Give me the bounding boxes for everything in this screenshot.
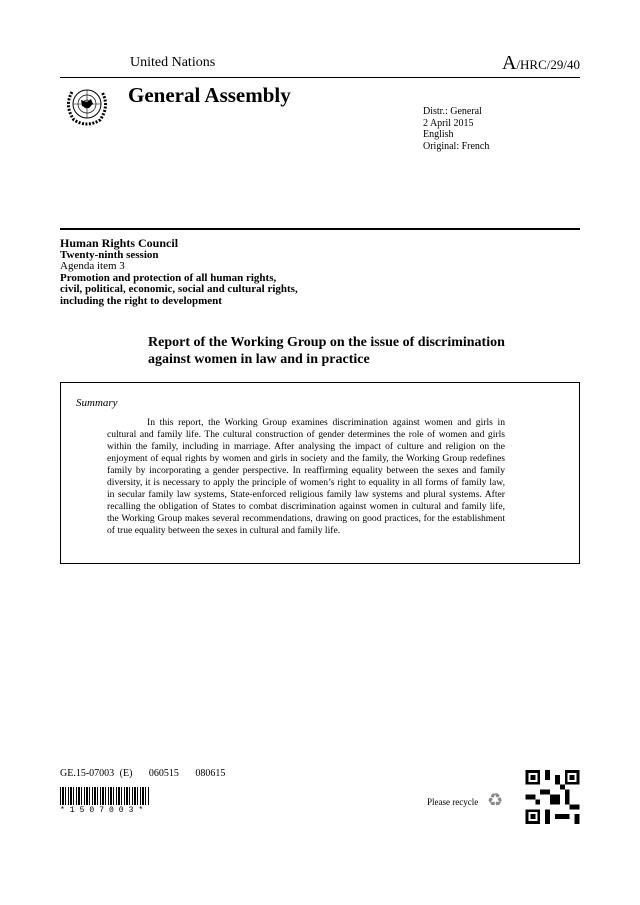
recycle-text: Please recycle [427, 797, 479, 807]
session: Twenty-ninth session [60, 248, 159, 261]
agenda-title-line: including the right to development [60, 294, 222, 307]
un-emblem-icon [62, 82, 112, 128]
original-language: Original: French [423, 140, 490, 152]
recycle-icon: ♻ [487, 790, 504, 810]
agenda-item: Agenda item 3 [60, 260, 125, 272]
report-title [148, 334, 548, 368]
barcode-number: *1507003* [60, 806, 149, 815]
header-rule [60, 77, 580, 78]
summary-label: Summary [76, 397, 118, 409]
document-date: 2 April 2015 [423, 117, 474, 129]
summary-box [60, 382, 580, 564]
document-language: English [423, 129, 454, 140]
document-symbol [502, 52, 580, 75]
thick-rule [60, 228, 580, 230]
agenda-title-line: Promotion and protection of all human rights, [60, 271, 277, 284]
summary-text: In this report, the Working Group examines discrimination against women and girls in cultural and family life. The cultural construction of gender determines the role of women and girls within the family, including in marriage. After analysing the impact of culture and religion on the enjoyment of equal rights by women and girls in society and the family, the Working Group redefines family by incorporating a gender perspective. In reaffirming equality between the sexes and family diversity, it is necessary to apply the principle of women’s right to equality in all forms of family law, in secular family law systems, State-enforced religious family law systems and plural systems. After recalling the obligation of States to combat discrimination against women in cultural and family life, the Working Group makes several recommendations, drawing on good practices, for the establishment of true equality between the sexes in cultural and family life. [107, 417, 505, 536]
distribution-block [423, 106, 489, 152]
report-title-line: Report of the Working Group on the issue of discrimination [148, 335, 505, 350]
symbol-suffix: /HRC/29/40 [516, 57, 580, 72]
job-number: GE.15-07003 (E) 060515 080615 [60, 768, 226, 779]
organization-name: United Nations [130, 55, 216, 70]
qr-code-icon [525, 770, 580, 824]
distribution-type: Distr.: General [423, 106, 482, 117]
symbol-prefix: A [501, 52, 517, 74]
body-name: General Assembly [128, 83, 291, 107]
council-name: Human Rights Council [60, 236, 179, 250]
report-title-line: against women in law and in practice [148, 352, 370, 367]
agenda-block [60, 238, 298, 307]
barcode [60, 787, 150, 805]
agenda-title-line: civil, political, economic, social and cultural rights, [60, 283, 298, 295]
